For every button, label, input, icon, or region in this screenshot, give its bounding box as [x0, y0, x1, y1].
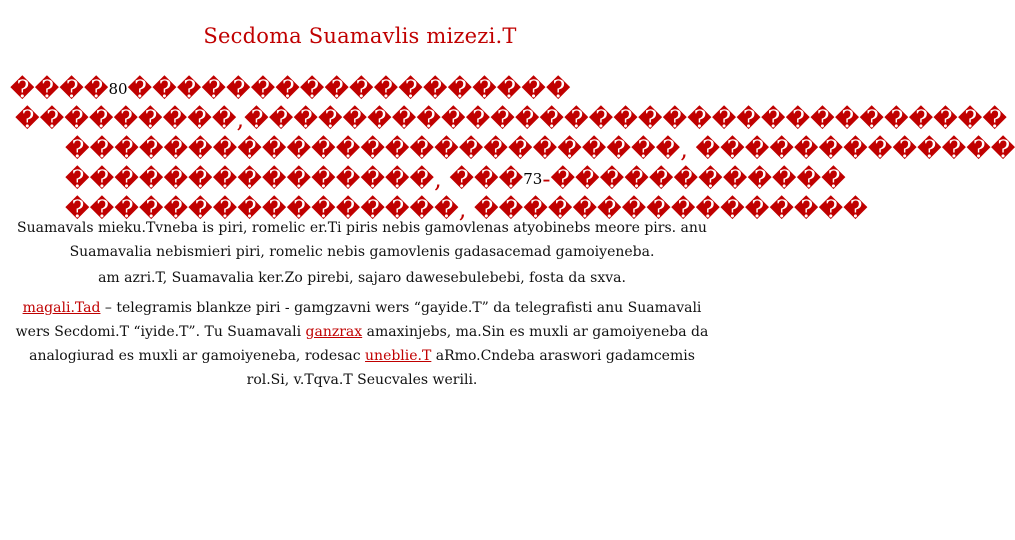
garbled-text: ����: [10, 75, 109, 103]
garbled-text: ���������������: [65, 165, 435, 193]
slide-title: Secdoma Suamavlis mizezi.T: [203, 24, 517, 48]
paragraph-examples: am azri.T, Suamavalia ker.Zo pirebi, sajaro dawesebulebebi, fosta da sxva.: [98, 270, 626, 286]
garbled-line-1: [10, 74, 722, 104]
highlight-word-intentional: ganzrax: [305, 324, 363, 340]
article-number: 73: [523, 170, 543, 188]
garbled-text: -������������: [542, 165, 846, 193]
garbled-line-3: [10, 134, 1015, 164]
garbled-line-4: [10, 164, 846, 194]
garbled-text: �����������������: [65, 135, 484, 163]
garbled-line-2: [10, 104, 1008, 134]
paragraph-text: amaxinjebs, ma.Sin es muxli ar gamoiyeneba da analogiurad es muxli ar gamoiyeneba, rodesac: [29, 324, 709, 364]
garbled-text: , ���: [434, 165, 524, 193]
paragraph-illustration: [14, 296, 710, 392]
article-number: 80: [108, 80, 128, 98]
garbled-text: ������������������: [127, 75, 571, 103]
paragraph-text: aRmo.Cndeba araswori gadamcemis rol.Si, v.Tqva.T Seucvales werili.: [246, 348, 695, 388]
garbled-text: , ����������������: [458, 195, 868, 223]
paragraph-text: – telegramis blankze piri - gamgzavni wers “gayide.T” da telegrafisti anu Suamavali wers Secdomi.T “iyide.T”. Tu Suamavali: [15, 300, 702, 340]
garbled-text-block: [10, 74, 1015, 224]
paragraph-definition: Suamavals mieku.Tvneba is piri, romelic er.Ti piris nebis gamovlenas atyobinebs meore pirs. anu Suamavalia nebismieri piri, romelic nebis gamovlenis gadasacemad gamoiyeneba.: [17, 220, 707, 260]
garbled-text: ���������: [15, 105, 237, 133]
garbled-text: ��������, �������������: [483, 135, 1015, 163]
garbled-text: ,�������������������������������: [236, 105, 1008, 133]
highlight-word-unintentional: uneblie.T: [365, 348, 432, 364]
garbled-text: ����������������: [65, 195, 459, 223]
example-lead: magali.Tad: [22, 300, 101, 316]
